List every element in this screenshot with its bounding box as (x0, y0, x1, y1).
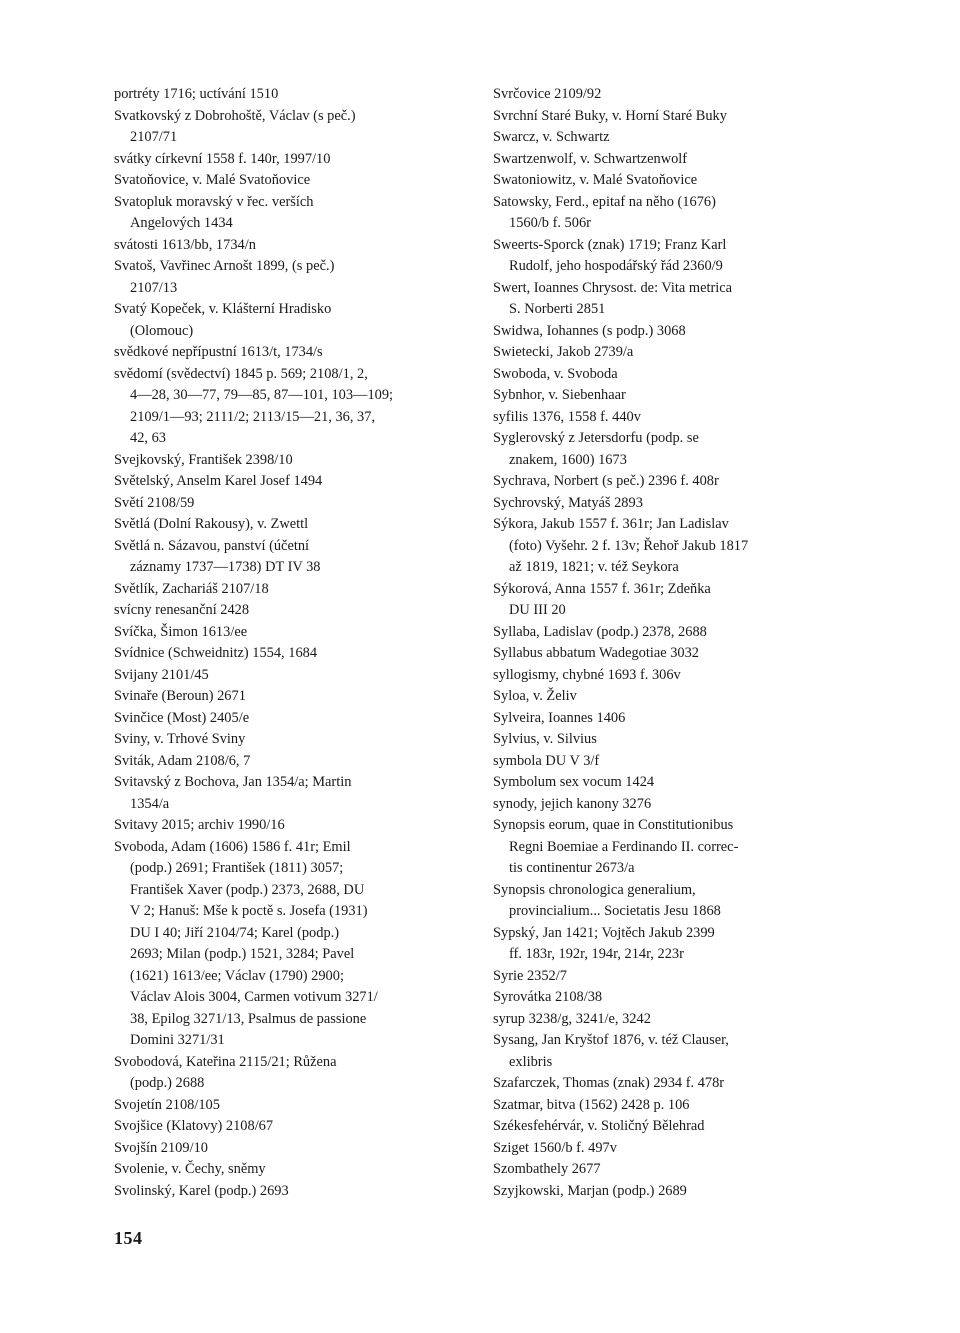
index-entry-line: Svejkovský, František 2398/10 (114, 451, 293, 468)
index-entry-line: Szatmar, bitva (1562) 2428 p. 106 (493, 1096, 690, 1113)
index-entry-line: Sypský, Jan 1421; Vojtěch Jakub 2399 (493, 924, 715, 941)
index-entry-line: Sweerts-Sporck (znak) 1719; Franz Karl (493, 236, 727, 253)
index-entry-line: Svinaře (Beroun) 2671 (114, 688, 246, 704)
index-entry-line: svědkové nepřípustní 1613/t, 1734/s (114, 344, 323, 360)
index-entry-line: Svojšín 2109/10 (114, 1139, 208, 1156)
index-entry-line: Regni Boemiae a Ferdinando II. correc- (509, 838, 739, 855)
index-entry-line: 2107/71 (130, 129, 178, 145)
index-entry-line: Svinčice (Most) 2405/e (114, 709, 250, 726)
index-entry-line: Svídnice (Schweidnitz) 1554, 1684 (114, 645, 318, 661)
index-entry-line: Svolenie, v. Čechy, sněmy (114, 1161, 266, 1177)
index-entry-line: Swert, Ioannes Chrysost. de: Vita metrica (493, 279, 733, 296)
index-entry-line: synody, jejich kanony 3276 (493, 795, 652, 812)
index-entry-line: svátky církevní 1558 f. 140r, 1997/10 (114, 150, 331, 167)
index-entry-line: portréty 1716; uctívání 1510 (114, 86, 279, 102)
index-entry-line: svátosti 1613/bb, 1734/n (114, 236, 256, 253)
index-entry-line: 1560/b f. 506r (509, 215, 591, 231)
index-entry-line: Svatoňovice, v. Malé Svatoňovice (114, 172, 311, 188)
index-entry-line: Syllaba, Ladislav (podp.) 2378, 2688 (493, 623, 707, 640)
index-entry-line: 42, 63 (130, 430, 166, 446)
index-entry-line: Szyjkowski, Marjan (podp.) 2689 (493, 1182, 687, 1199)
index-entry-line: DU III 20 (509, 602, 566, 618)
index-entry-line: Svojšice (Klatovy) 2108/67 (114, 1118, 274, 1134)
index-entry-line: Swoboda, v. Svoboda (493, 365, 618, 382)
index-entry-line: S. Norberti 2851 (509, 301, 606, 317)
index-entry-line: Syglerovský z Jetersdorfu (podp. se (493, 430, 699, 446)
index-entry-line: Angelových 1434 (130, 215, 233, 231)
index-entry-line: Svíčka, Šimon 1613/ee (114, 623, 248, 640)
index-entry-line: (Olomouc) (130, 322, 194, 339)
index-entry-line: Sylveira, Ioannes 1406 (493, 709, 626, 726)
index-entry-line: Sviták, Adam 2108/6, 7 (114, 752, 251, 769)
index-entry-line: Sýkorová, Anna 1557 f. 361r; Zdeňka (493, 580, 711, 597)
index-column-left (114, 84, 470, 1202)
index-entry-line: Syllabus abbatum Wadegotiae 3032 (493, 645, 700, 661)
index-entry-line: (foto) Vyšehr. 2 f. 13v; Řehoř Jakub 1817 (509, 537, 749, 554)
index-entry-line: Svobodová, Kateřina 2115/21; Růžena (114, 1053, 337, 1070)
index-entry-line: svědomí (svědectví) 1845 p. 569; 2108/1, 2, (114, 365, 368, 382)
index-entry-line: Svitavy 2015; archiv 1990/16 (114, 817, 285, 833)
index-entry-line: Sychrava, Norbert (s peč.) 2396 f. 408r (493, 473, 719, 489)
index-entry-line: Symbolum sex vocum 1424 (493, 774, 655, 790)
index-entry-line: František Xaver (podp.) 2373, 2688, DU (130, 881, 365, 898)
index-entry-line: Synopsis chronologica generalium, (493, 881, 696, 898)
index-entry-line: Svoboda, Adam (1606) 1586 f. 41r; Emil (114, 838, 351, 855)
index-entry-line: exlibris (509, 1053, 553, 1070)
index-entry-line: 2109/1—93; 2111/2; 2113/15—21, 36, 37, (130, 408, 376, 425)
index-entry-line: až 1819, 1821; v. též Seykora (509, 559, 679, 575)
index-entry-line: Svrčovice 2109/92 (493, 86, 602, 102)
index-entry-line: provincialium... Societatis Jesu 1868 (509, 903, 721, 919)
index-entry-line: Sziget 1560/b f. 497v (493, 1139, 617, 1156)
index-entry-line: Světlá n. Sázavou, panství (účetní (114, 537, 310, 554)
index-entry-line: Swietecki, Jakob 2739/a (493, 344, 634, 360)
index-entry-line: Sviny, v. Trhové Sviny (114, 731, 246, 747)
index-entry-line: Synopsis eorum, quae in Constitutionibus (493, 817, 734, 833)
index-entry-line: Szafarczek, Thomas (znak) 2934 f. 478r (493, 1075, 725, 1091)
index-entry-line: syfilis 1376, 1558 f. 440v (493, 408, 641, 425)
index-entry-line: Svrchní Staré Buky, v. Horní Staré Buky (493, 107, 727, 124)
index-entry-line: Satowsky, Ferd., epitaf na něho (1676) (493, 193, 716, 210)
index-entry-line: Sýkora, Jakub 1557 f. 361r; Jan Ladislav (493, 516, 729, 532)
index-entry-line: Szombathely 2677 (493, 1161, 601, 1177)
index-entry-line: 4—28, 30—77, 79—85, 87—101, 103—109; (130, 387, 394, 403)
index-entry-line: Sysang, Jan Kryštof 1876, v. též Clauser, (493, 1032, 729, 1048)
index-entry-line: Swidwa, Iohannes (s podp.) 3068 (493, 322, 686, 339)
index-entry-line: Svitavský z Bochova, Jan 1354/a; Martin (114, 774, 352, 790)
index-entry-line: 1354/a (130, 795, 170, 812)
index-entry-line: Sylvius, v. Silvius (493, 731, 597, 747)
index-entry-line: Swarcz, v. Schwartz (493, 129, 610, 145)
index-entry-line: záznamy 1737—1738) DT IV 38 (130, 559, 321, 575)
index-entry-line: Svojetín 2108/105 (114, 1096, 220, 1113)
index-entry-line: Světí 2108/59 (114, 494, 195, 511)
index-entry-line: symbola DU V 3/f (493, 752, 600, 769)
index-entry-line: Swartzenwolf, v. Schwartzenwolf (493, 150, 688, 167)
index-entry-line: Světelský, Anselm Karel Josef 1494 (114, 473, 323, 489)
index-entry-line: Syloa, v. Želiv (493, 688, 577, 704)
index-entry-line: Syrovátka 2108/38 (493, 989, 603, 1005)
page-number: 154 (114, 1228, 143, 1248)
index-entry-line: Székesfehérvár, v. Stoličný Bělehrad (493, 1118, 705, 1134)
index-entry-line: Rudolf, jeho hospodářský řád 2360/9 (509, 258, 723, 274)
index-entry-line: (podp.) 2688 (130, 1075, 205, 1091)
index-entry-line: Světlá (Dolní Rakousy), v. Zwettl (114, 516, 309, 532)
index-entry-line: 2107/13 (130, 279, 178, 296)
index-entry-line: V 2; Hanuš: Mše k poctě s. Josefa (1931) (130, 903, 368, 919)
index-entry-line: tis continentur 2673/a (509, 860, 635, 876)
index-entry-line: DU I 40; Jiří 2104/74; Karel (podp.) (130, 924, 340, 941)
index-entry-line: Svijany 2101/45 (114, 666, 209, 683)
index-entry-line: ff. 183r, 192r, 194r, 214r, 223r (509, 946, 684, 962)
index-entry-line: Václav Alois 3004, Carmen votivum 3271/ (130, 989, 378, 1005)
index-entry-line: Svolinský, Karel (podp.) 2693 (114, 1182, 289, 1199)
index-entry-line: Svatý Kopeček, v. Klášterní Hradisko (114, 301, 332, 317)
index-entry-line: (1621) 1613/ee; Václav (1790) 2900; (130, 967, 344, 984)
index-column-right (493, 84, 849, 1202)
index-entry-line: syrup 3238/g, 3241/e, 3242 (493, 1010, 651, 1027)
index-entry-line: 2693; Milan (podp.) 1521, 3284; Pavel (130, 946, 355, 962)
index-entry-line: Sybnhor, v. Siebenhaar (493, 387, 626, 403)
index-entry-line: Swatoniowitz, v. Malé Svatoňovice (493, 172, 698, 188)
index-entry-line: znakem, 1600) 1673 (509, 451, 627, 468)
index-entry-line: 38, Epilog 3271/13, Psalmus de passione (130, 1010, 367, 1027)
index-entry-line: Svatoš, Vavřinec Arnošt 1899, (s peč.) (114, 258, 335, 274)
index-entry-line: Svatkovský z Dobrohoště, Václav (s peč.) (114, 107, 356, 124)
index-entry-line: (podp.) 2691; František (1811) 3057; (130, 860, 344, 876)
index-entry-line: syllogismy, chybné 1693 f. 306v (493, 666, 681, 683)
index-entry-line: Svatopluk moravský v řec. verších (114, 193, 314, 210)
index-entry-line: Sychrovský, Matyáš 2893 (493, 494, 643, 511)
index-entry-line: Syrie 2352/7 (493, 967, 567, 984)
index-entry-line: Světlík, Zachariáš 2107/18 (114, 580, 269, 597)
index-entry-line: svícny renesanční 2428 (114, 602, 250, 618)
index-entry-line: Domini 3271/31 (130, 1032, 225, 1048)
